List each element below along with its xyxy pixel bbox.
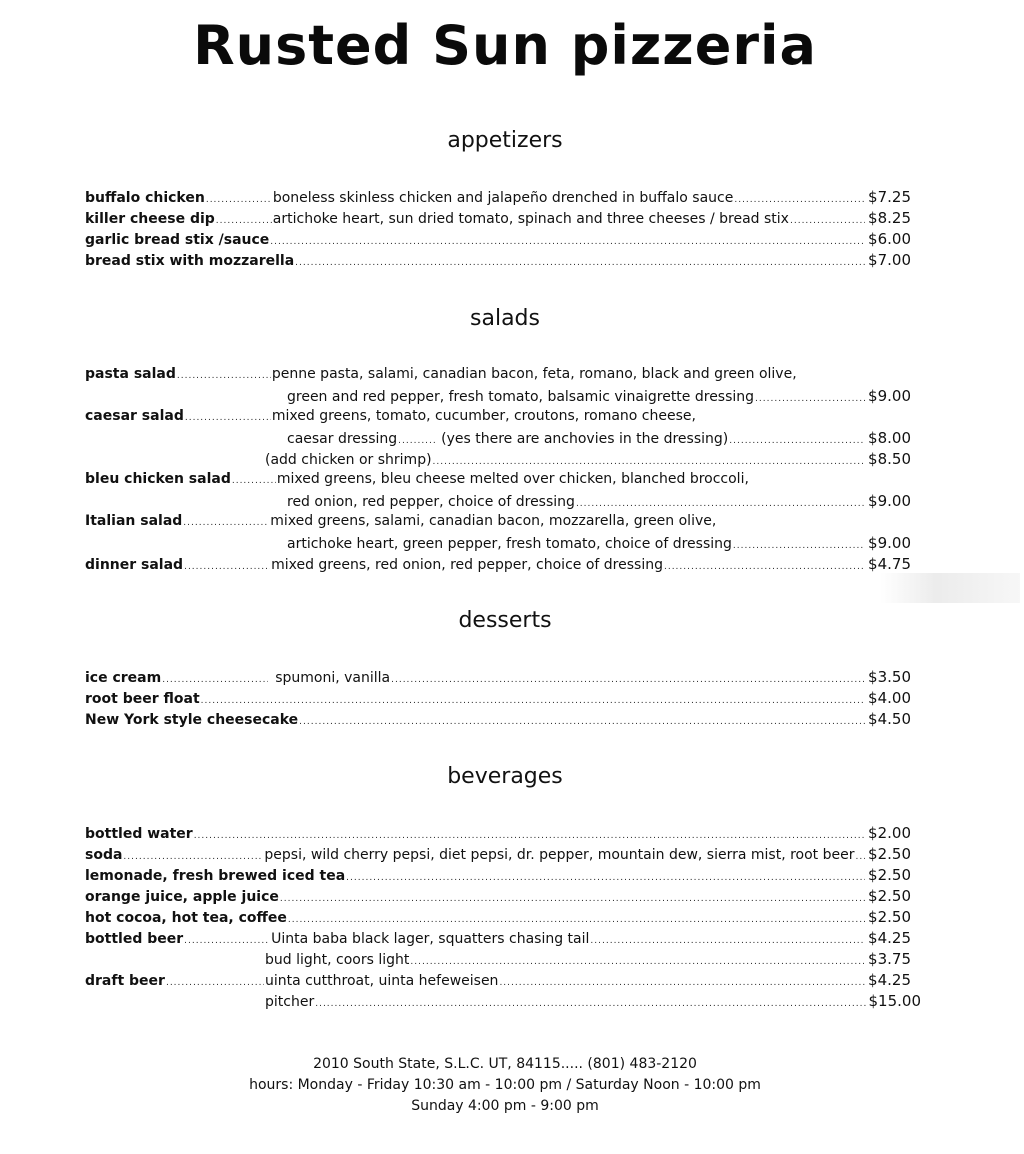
item-desc: caesar dressing — [287, 431, 398, 447]
dot-leader — [856, 852, 866, 862]
item-price: $4.75 — [868, 555, 911, 573]
dot-leader — [299, 717, 865, 727]
item-desc: Uinta baba black lager, squatters chasing tail — [271, 931, 590, 947]
menu-item — [85, 929, 911, 950]
item-desc: bud light, coors light — [265, 952, 410, 968]
item-price: $2.50 — [868, 845, 911, 863]
item-name: Italian salad — [85, 513, 183, 529]
footer-address: 2010 South State, S.L.C. UT, 84115..... (801) 483-2120 — [313, 1056, 697, 1072]
item-name: buffalo chicken — [85, 190, 205, 206]
item-name: root beer float — [85, 691, 200, 707]
menu-item-continuation — [287, 492, 911, 513]
item-price: $8.00 — [868, 429, 911, 447]
item-price: $9.00 — [868, 387, 911, 405]
dot-leader — [270, 237, 865, 247]
menu-item — [85, 710, 911, 731]
item-price: $7.00 — [868, 251, 911, 269]
item-price: $7.25 — [868, 188, 911, 206]
section-heading-beverages: beverages — [447, 764, 563, 789]
dot-leader — [790, 216, 865, 226]
item-price: $4.50 — [868, 710, 911, 728]
item-name: killer cheese dip — [85, 211, 215, 227]
item-name: garlic bread stix /sauce — [85, 232, 270, 248]
item-desc: mixed greens, red onion, red pepper, choice of dressing — [271, 557, 663, 573]
item-price: $4.25 — [868, 971, 911, 989]
dot-leader — [734, 195, 865, 205]
item-desc: boneless skinless chicken and jalapeño drenched in buffalo sauce — [272, 190, 734, 206]
dot-leader — [216, 216, 272, 226]
dot-leader — [295, 258, 865, 268]
dot-leader — [185, 413, 271, 423]
item-name: dinner salad — [85, 557, 184, 573]
item-desc: artichoke heart, sun dried tomato, spinach and three cheeses / bread stix — [272, 211, 789, 227]
item-desc: red onion, red pepper, choice of dressing — [287, 494, 575, 510]
dot-leader — [433, 457, 866, 467]
dot-leader — [201, 696, 865, 706]
item-price: $9.00 — [868, 534, 911, 552]
item-price: $2.50 — [868, 887, 911, 905]
item-desc: pitcher — [265, 994, 315, 1010]
menu-item — [85, 209, 911, 230]
item-price: $2.00 — [868, 824, 911, 842]
item-price: $6.00 — [868, 230, 911, 248]
item-desc: spumoni, vanilla — [275, 670, 391, 686]
dot-leader — [166, 978, 264, 988]
menu-item-continuation — [287, 429, 911, 450]
item-desc: artichoke heart, green pepper, fresh tomato, choice of dressing — [287, 536, 732, 552]
item-price: $4.25 — [868, 929, 911, 947]
dot-leader — [177, 371, 271, 381]
dot-leader — [315, 999, 865, 1009]
item-price: $8.50 — [868, 450, 911, 468]
menu-item — [85, 824, 911, 845]
scan-smudge — [880, 573, 1020, 603]
menu-item — [85, 845, 911, 866]
menu-item — [85, 555, 911, 576]
dot-leader — [194, 831, 865, 841]
item-desc: pepsi, wild cherry pepsi, diet pepsi, dr. pepper, mountain dew, sierra mist, root beer — [264, 847, 855, 863]
dot-leader — [346, 873, 865, 883]
item-desc: uinta cutthroat, uinta hefeweisen — [264, 973, 499, 989]
menu-item — [85, 251, 911, 272]
item-name: lemonade, fresh brewed iced tea — [85, 868, 346, 884]
dot-leader — [280, 894, 865, 904]
dot-leader — [183, 518, 269, 528]
menu-item — [85, 689, 911, 710]
dot-leader — [755, 394, 865, 404]
menu-item — [85, 513, 911, 534]
menu-item — [85, 408, 911, 429]
menu-item-continuation — [287, 387, 911, 408]
item-price: $3.75 — [868, 950, 911, 968]
dot-leader — [664, 562, 865, 572]
item-name: bottled water — [85, 826, 193, 842]
item-name: soda — [85, 847, 123, 863]
dot-leader — [206, 195, 272, 205]
item-name: bleu chicken salad — [85, 471, 231, 487]
menu-item — [85, 366, 911, 387]
menu-item — [85, 471, 911, 492]
item-name: bottled beer — [85, 931, 184, 947]
item-price: $3.50 — [868, 668, 911, 686]
menu-item — [85, 188, 911, 209]
footer-hours: hours: Monday - Friday 10:30 am - 10:00 pm / Saturday Noon - 10:00 pm — [249, 1077, 761, 1093]
section-heading-desserts: desserts — [458, 608, 552, 633]
dot-leader — [288, 915, 865, 925]
item-price: $8.25 — [868, 209, 911, 227]
section-heading-salads: salads — [470, 306, 540, 331]
item-name: pasta salad — [85, 366, 176, 382]
item-name: bread stix with mozzarella — [85, 253, 295, 269]
menu-item — [85, 908, 911, 929]
item-name: caesar salad — [85, 408, 184, 424]
item-addon: (add chicken or shrimp) — [265, 452, 432, 468]
dot-leader — [733, 541, 865, 551]
item-price: $2.50 — [868, 908, 911, 926]
menu-item-continuation — [287, 534, 911, 555]
dot-leader — [729, 436, 865, 446]
item-desc: mixed greens, tomato, cucumber, croutons, romano cheese, — [271, 408, 696, 424]
item-price: $15.00 — [868, 992, 921, 1010]
menu-item-continuation — [265, 992, 921, 1013]
dot-leader — [590, 936, 865, 946]
item-desc: mixed greens, salami, canadian bacon, mozzarella, green olive, — [270, 513, 717, 529]
item-name: orange juice, apple juice — [85, 889, 279, 905]
item-price: $4.00 — [868, 689, 911, 707]
menu-item — [85, 230, 911, 251]
footer-sunday-hours: Sunday 4:00 pm - 9:00 pm — [411, 1098, 599, 1114]
menu-item — [85, 866, 911, 887]
item-desc: penne pasta, salami, canadian bacon, feta, romano, black and green olive, — [271, 366, 797, 382]
dot-leader — [499, 978, 865, 988]
restaurant-title: Rusted Sun pizzeria — [193, 14, 817, 77]
item-desc-note: (yes there are anchovies in the dressing) — [441, 431, 729, 447]
item-desc: mixed greens, bleu cheese melted over chicken, blanched broccoli, — [276, 471, 749, 487]
menu-item — [85, 887, 911, 908]
dot-leader — [391, 675, 865, 685]
dot-leader — [576, 499, 865, 509]
item-price: $9.00 — [868, 492, 911, 510]
dot-leader — [410, 957, 865, 967]
dot-leader — [123, 852, 263, 862]
dot-leader — [232, 476, 276, 486]
item-name: hot cocoa, hot tea, coffee — [85, 910, 287, 926]
dot-leader — [184, 936, 270, 946]
menu-item-addon — [265, 450, 911, 471]
menu-item — [85, 971, 911, 992]
dot-leader — [398, 436, 436, 446]
menu-item-continuation — [265, 950, 911, 971]
item-desc: green and red pepper, fresh tomato, balsamic vinaigrette dressing — [287, 389, 755, 405]
dot-leader — [162, 675, 268, 685]
item-name: New York style cheesecake — [85, 712, 299, 728]
item-name: ice cream — [85, 670, 162, 686]
section-heading-appetizers: appetizers — [447, 128, 563, 153]
menu-item — [85, 668, 911, 689]
item-name: draft beer — [85, 973, 165, 989]
dot-leader — [184, 562, 270, 572]
item-price: $2.50 — [868, 866, 911, 884]
